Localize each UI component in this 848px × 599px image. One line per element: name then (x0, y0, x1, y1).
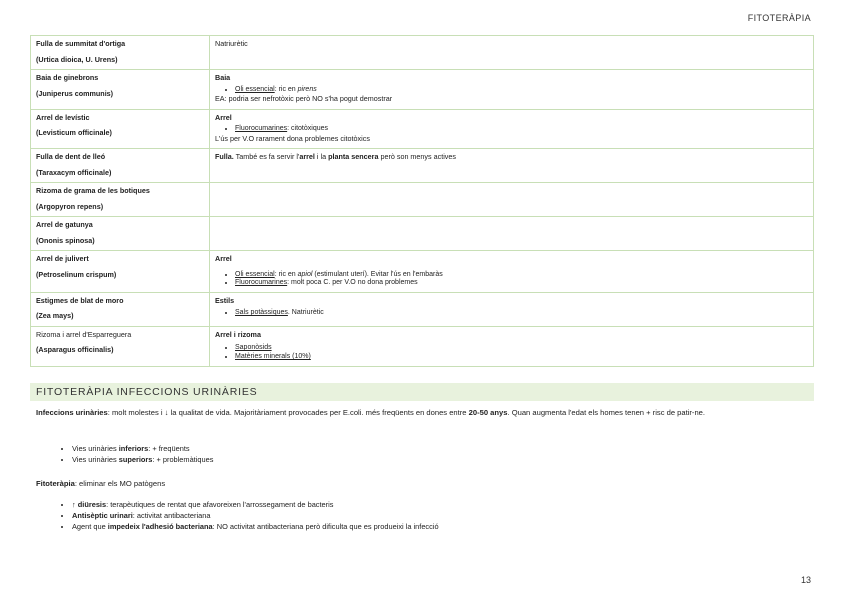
section-heading: FITOTERÀPIA INFECCIONS URINÀRIES (30, 383, 814, 401)
plant-latin-name: (Juniperus communis) (36, 88, 114, 98)
list-item: • ↑ diüresis: terapèutiques de rentat que afavoreixen l'arrossegament de bacteris (72, 500, 812, 511)
plant-latin-name: (Ononis spinosa) (36, 235, 95, 245)
phytotherapy-list (36, 500, 812, 532)
list-item: • Oli essencial: ric en pirens (235, 86, 808, 95)
plant-used-part: Arrel i rizoma (215, 329, 261, 339)
list-item: • Agent que impedeix l'adhesió bacteriana: NO activitat antibacteriana però dificulta que es produeixi la infecció (72, 522, 812, 533)
plant-note: EA: podria ser nefrotòxic però NO s'ha pogut demostrar (215, 94, 393, 104)
plant-name-cell (31, 251, 210, 293)
plant-name-cell (31, 109, 210, 149)
plant-latin-name: (Zea mays) (36, 311, 74, 321)
table-row (31, 36, 814, 70)
plant-info-cell (210, 183, 814, 217)
plant-latin-name: (Asparagus officinalis) (36, 345, 114, 355)
plant-common-name: Arrel de gatunya (36, 220, 93, 230)
list-item: • Vies urinàries inferiors: + freqüents (72, 444, 812, 455)
page-number: 13 (800, 575, 811, 585)
plant-table (30, 35, 814, 367)
plant-latin-name: (Petroselinum crispum) (36, 269, 117, 279)
list-item: • Fluorocumarines: citotòxiques (235, 125, 808, 134)
list-item: • Matèries minerals (10%) (235, 353, 808, 362)
list-item: • Vies urinàries superiors: + problemàtiques (72, 455, 812, 466)
component-list (215, 125, 808, 134)
plant-common-name: Baia de ginebrons (36, 73, 99, 82)
plant-info-cell (210, 149, 814, 183)
plant-common-name: Arrel de julivert (36, 254, 89, 264)
plant-common-name: Fulla de summitat d'ortiga (36, 39, 126, 48)
plant-common-name: Arrel de levístic (36, 112, 90, 122)
plant-latin-name: (Argopyron repens) (36, 201, 104, 211)
plant-info-cell (210, 70, 814, 110)
component-list (215, 344, 808, 361)
plant-name-cell (31, 149, 210, 183)
plant-description: Natriurètic (215, 39, 248, 48)
plant-common-name: Estigmes de blat de moro (36, 295, 124, 305)
list-item: • Fluorocumarines: molt poca C. per V.O no dona problemes (235, 279, 808, 288)
plant-info-cell (210, 217, 814, 251)
urinary-tract-list (36, 444, 812, 466)
plant-used-part: Estils (215, 295, 235, 305)
table-row (31, 251, 814, 293)
list-item: • Sals potàssiques. Natriurètic (235, 309, 808, 318)
plant-used-part: Arrel (215, 254, 232, 264)
plant-name-cell (31, 217, 210, 251)
component-list (215, 309, 808, 318)
list-item: • Antisèptic urinari: activitat antibacteriana (72, 511, 812, 522)
table-row (31, 292, 814, 326)
plant-common-name: Rizoma de grama de les botiques (36, 186, 150, 196)
plant-common-name: Fulla de dent de lleó (36, 152, 106, 162)
component-list (215, 271, 808, 288)
table-row (31, 149, 814, 183)
list-item: • Oli essencial: ric en apiol (estimulant uterí). Evitar l'ús en l'embaràs (235, 271, 808, 280)
plant-info-cell (210, 251, 814, 293)
list-item: • Saponòsids (235, 344, 808, 353)
table-row (31, 183, 814, 217)
table-row (31, 70, 814, 110)
plant-used-part: Baia (215, 73, 231, 82)
running-header: FITOTERÀPIA (747, 13, 811, 23)
plant-common-name: Rizoma i arrel d'Esparreguera (36, 329, 132, 339)
plant-latin-name: (Taraxacym officinale) (36, 167, 112, 177)
plant-latin-name: (Urtica dioica, U. Urens) (36, 54, 118, 64)
plant-note: L'ús per V.O rarament dona problemes citotòxics (215, 133, 370, 143)
table-row (31, 326, 814, 366)
plant-name-cell (31, 292, 210, 326)
plant-info-cell (210, 326, 814, 366)
plant-name-cell (31, 183, 210, 217)
plant-latin-name: (Levisticum officinale) (36, 128, 112, 138)
plant-description: Fulla. També es fa servir l'arrel i la planta sencera però son menys actives (215, 152, 456, 162)
table-row (31, 217, 814, 251)
plant-info-cell (210, 292, 814, 326)
plant-name-cell (31, 36, 210, 70)
component-list (215, 86, 808, 95)
plant-info-cell (210, 109, 814, 149)
plant-info-cell (210, 36, 814, 70)
intro-paragraph: Infeccions urinàries: molt molestes i ↓ la qualitat de vida. Majoritàriament provocades per E.coli. més freqüents en dones entre 20-50 anys. Quan augmenta l'edat els homes tenen + risc de patir-ne. (36, 408, 706, 417)
plant-name-cell (31, 70, 210, 110)
plant-name-cell (31, 326, 210, 366)
plant-used-part: Arrel (215, 112, 232, 122)
table-row (31, 109, 814, 149)
phytotherapy-paragraph: Fitoteràpia: eliminar els MO patògens (36, 479, 166, 488)
